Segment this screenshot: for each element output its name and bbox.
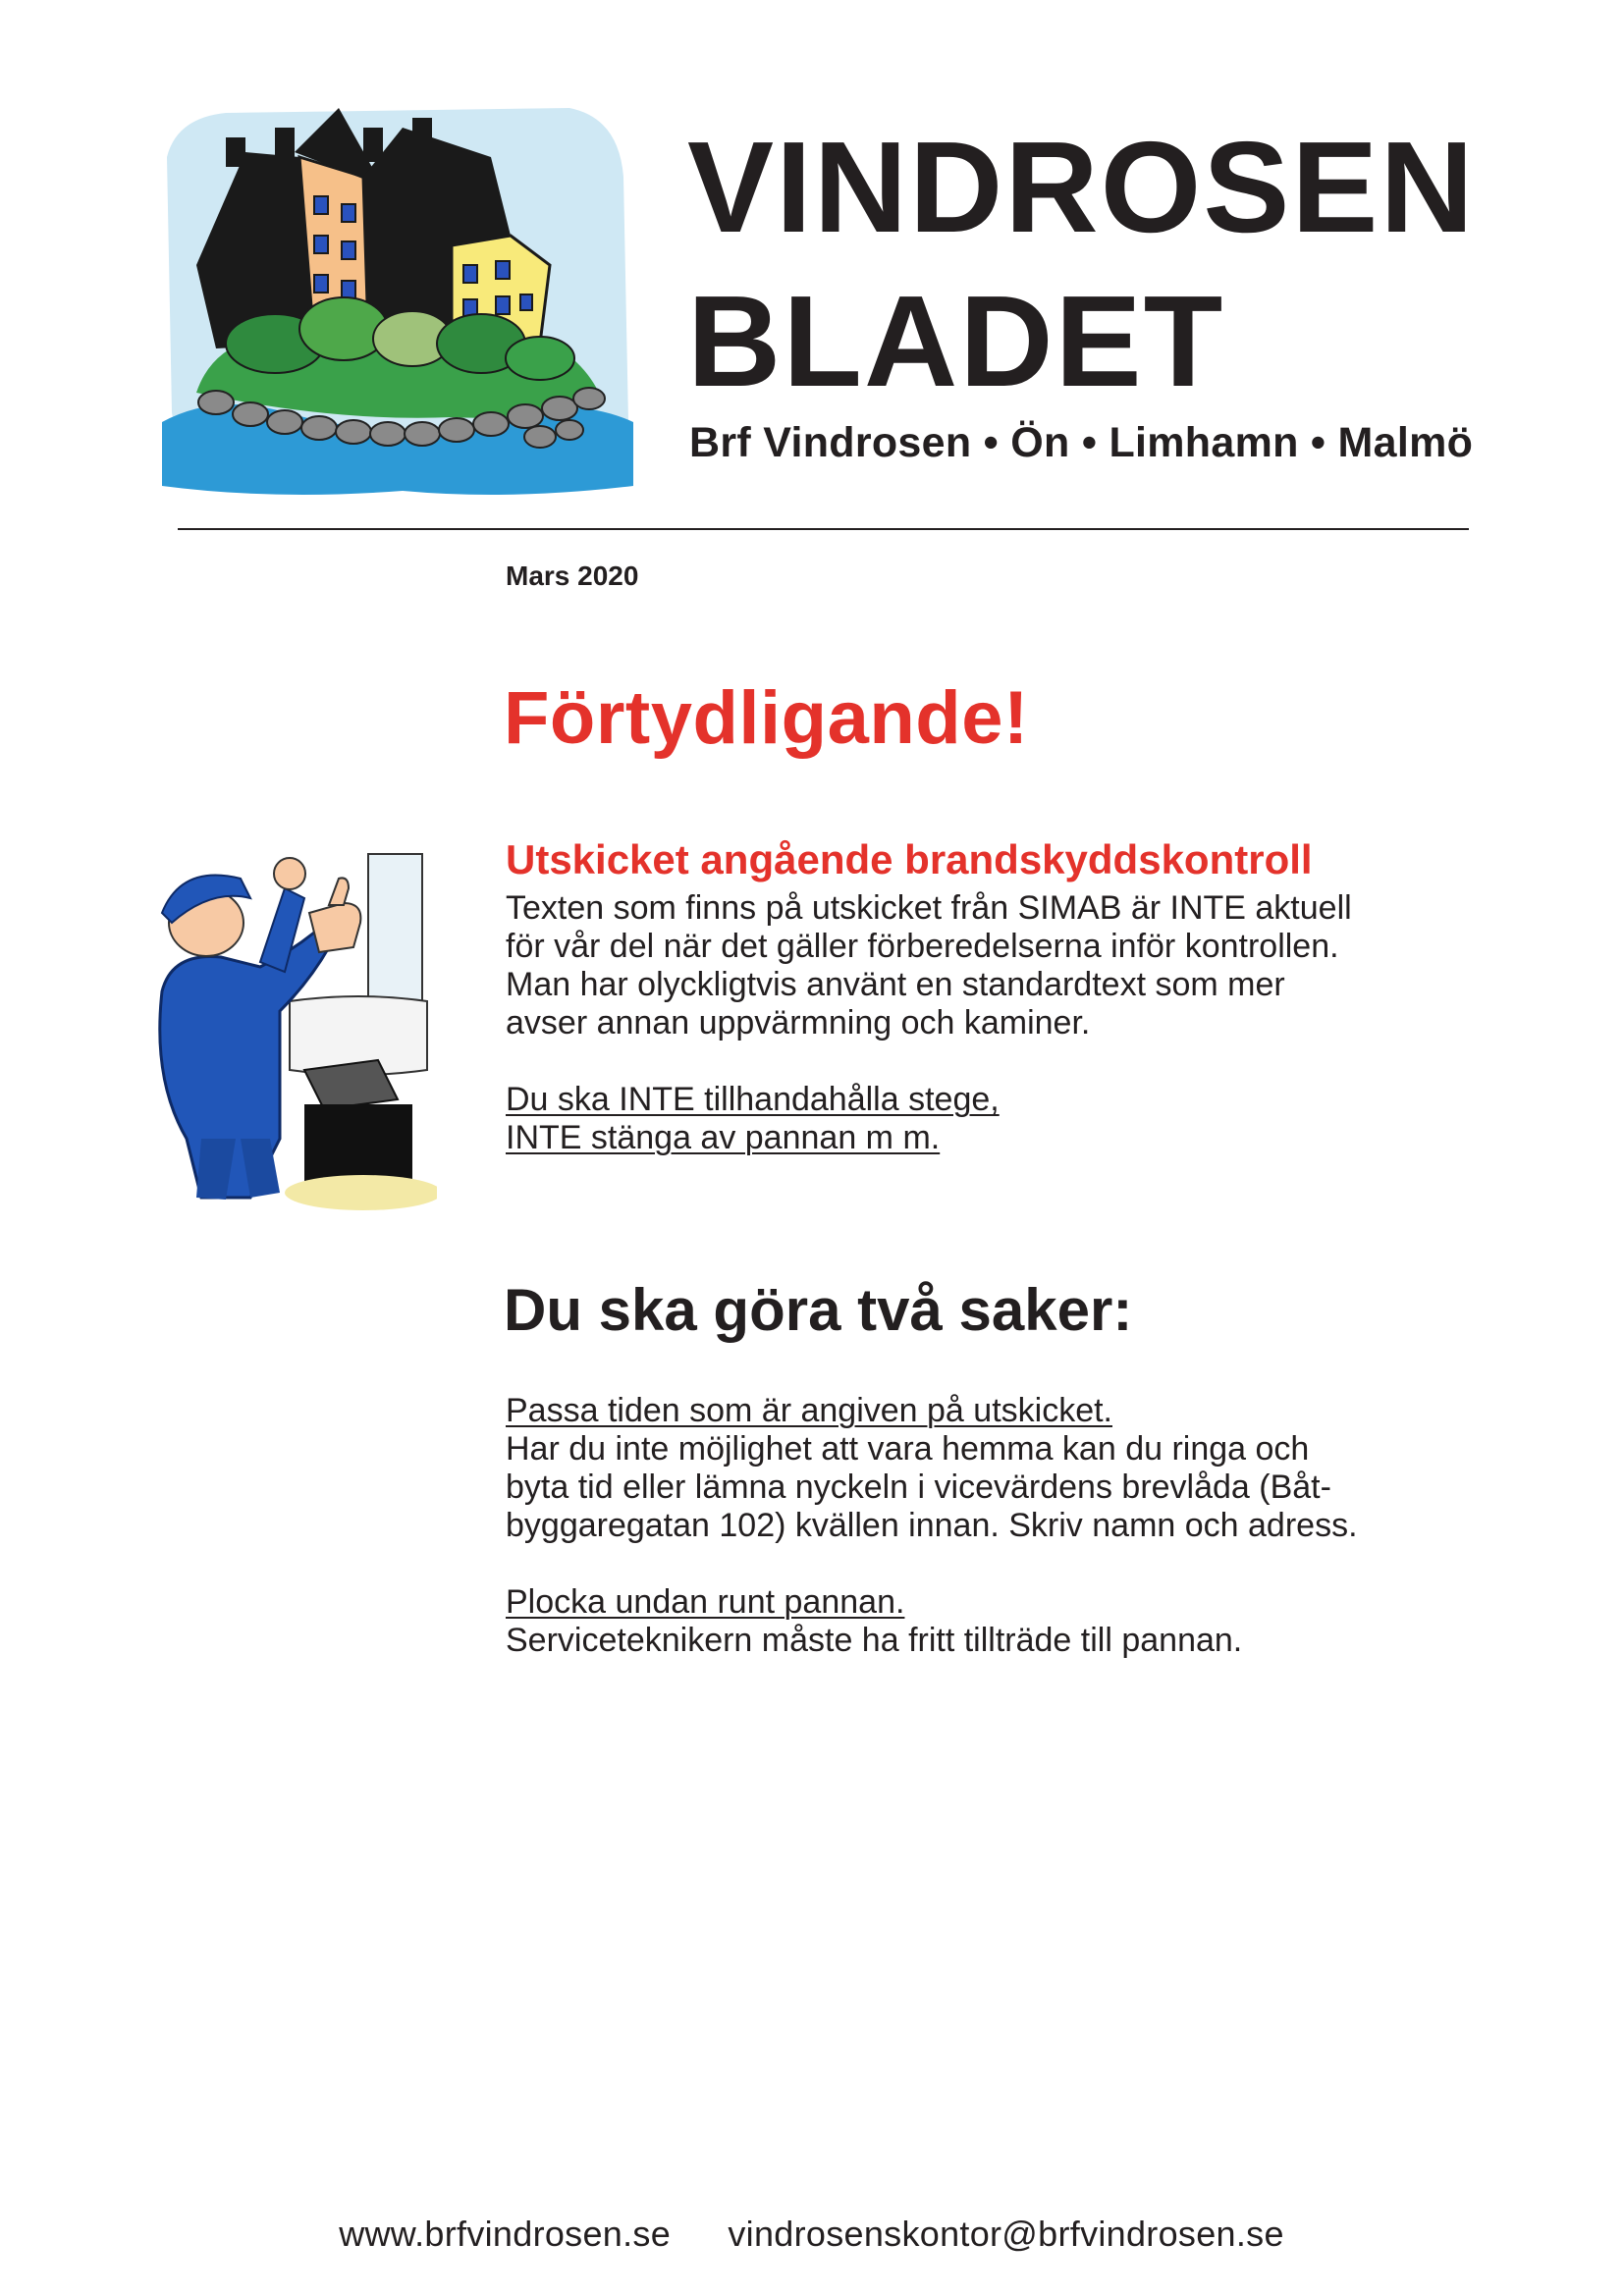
island-houses-logo (157, 98, 638, 501)
newsletter-title-line1: VINDROSEN (687, 115, 1476, 259)
page-headline: Förtydligande! (504, 676, 1029, 760)
header-divider (178, 528, 1469, 530)
instruction-item-1 (506, 1392, 1488, 1545)
instruction-item-2 (506, 1583, 1488, 1660)
newsletter-title-line2: BLADET (687, 269, 1225, 413)
paragraph-line: avser annan uppvärmning och kaminer. (506, 1004, 1091, 1041)
newsletter-subtitle: Brf Vindrosen • Ön • Limhamn • Malmö (689, 419, 1474, 466)
footer (0, 2214, 1623, 2255)
service-technician-illustration (142, 844, 437, 1217)
footer-email-link[interactable]: vindrosenskontor@brfvindrosen.se (728, 2214, 1284, 2254)
instruction-line: byta tid eller lämna nyckeln i vicevärdens brevlåda (Båt- (506, 1468, 1331, 1506)
issue-date: Mars 2020 (506, 561, 639, 591)
instruction-line: byggaregatan 102) kvällen innan. Skriv namn och adress. (506, 1507, 1358, 1544)
instruction-title: Passa tiden som är angiven på utskicket. (506, 1392, 1112, 1429)
paragraph-line: Man har olyckligtvis använt en standardtext som mer (506, 966, 1285, 1003)
section-heading-fire-inspection: Utskicket angående brandskyddskontroll (506, 836, 1313, 882)
paragraph-line: Texten som finns på utskicket från SIMAB är INTE aktuell (506, 889, 1352, 927)
instruction-title: Plocka undan runt pannan. (506, 1583, 905, 1621)
notice-line: INTE stänga av pannan m m. (506, 1119, 941, 1156)
notice-block (506, 1081, 1488, 1157)
instruction-line: Har du inte möjlighet att vara hemma kan du ringa och (506, 1430, 1310, 1468)
notice-line: Du ska INTE tillhandahålla stege, (506, 1081, 1000, 1118)
section-paragraph (506, 889, 1488, 1042)
paragraph-line: för vår del när det gäller förberedelserna inför kontrollen. (506, 928, 1339, 965)
instruction-line: Serviceteknikern måste ha fritt tillträde till pannan. (506, 1622, 1243, 1659)
section-heading-two-things: Du ska göra två saker: (504, 1277, 1133, 1343)
footer-website-link[interactable]: www.brfvindrosen.se (339, 2214, 672, 2254)
